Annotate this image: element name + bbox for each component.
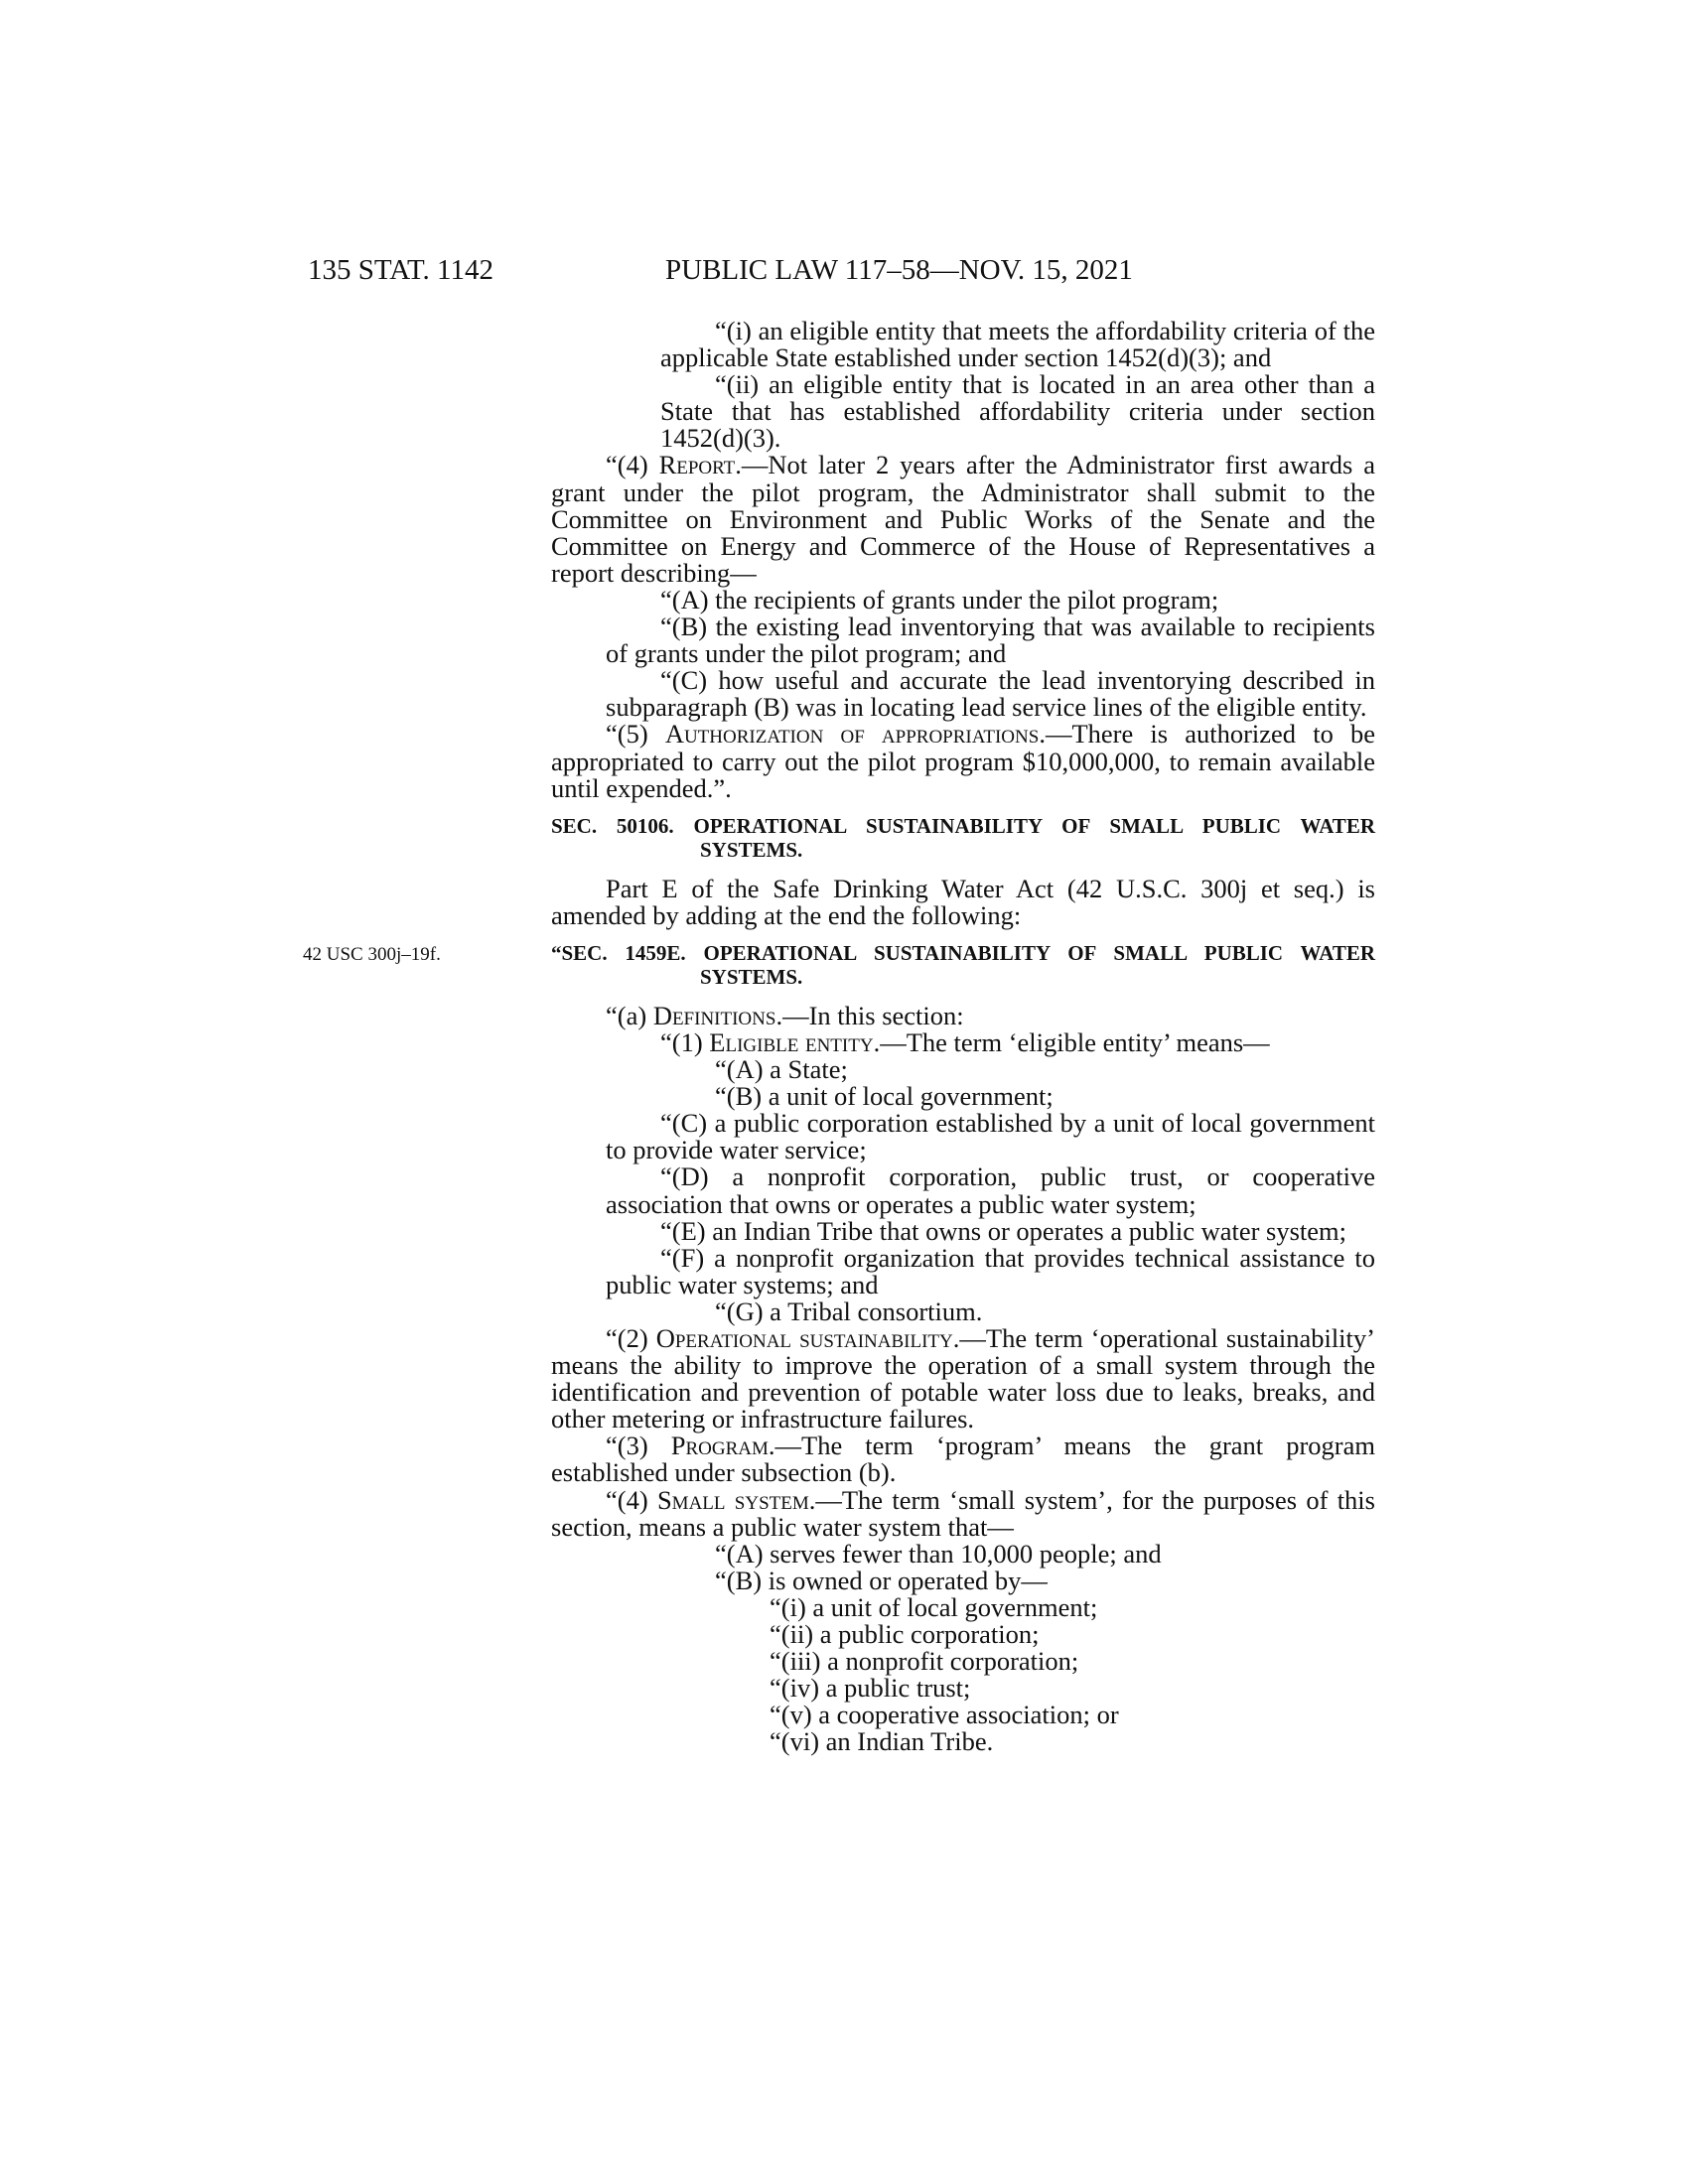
paragraph-text: .—There is authorized to be appropriated to carry out the pilot program $10,000,000, to remain available until expended.”.	[551, 719, 1375, 803]
paragraph-number: “(4)	[606, 450, 659, 480]
paragraph-caption: Report	[658, 450, 736, 480]
clause-i: “(i) an eligible entity that meets the affordability criteria of the applicable State established under section 1452(d)(3); and	[660, 316, 1375, 373]
definition-2-operational-sustainability	[551, 1325, 1375, 1433]
page-header	[308, 250, 1370, 290]
paragraph-number: “(1)	[660, 1026, 710, 1057]
definition-1-B: “(B) a unit of local government;	[715, 1081, 1054, 1112]
definition-1-eligible-entity	[551, 1026, 1375, 1057]
paragraph-caption: Eligible entity	[709, 1026, 874, 1057]
item-text: “(F) a nonprofit organization that provides technical assistance to public water systems; and	[606, 1242, 1375, 1299]
subparagraph-4-C: “(C) how useful and accurate the lead inventorying described in subparagraph (B) was in locating lead service lines of the eligible entity.	[606, 665, 1375, 723]
paragraph-caption: Authorization of appropriations	[664, 719, 1040, 750]
definition-4-B-iii: “(iii) a nonprofit corporation;	[770, 1646, 1079, 1677]
item-text: “(D) a nonprofit corporation, public trust, or cooperative association that owns or operates a public water system;	[606, 1161, 1375, 1219]
subparagraph-4-A: “(A) the recipients of grants under the pilot program;	[660, 584, 1219, 614]
spacer	[551, 802, 1375, 814]
definition-1-G: “(G) a Tribal consortium.	[715, 1296, 983, 1326]
definition-4-B-iv: “(iv) a public trust;	[770, 1673, 971, 1704]
subsection-a-definitions	[551, 1000, 1375, 1030]
paragraph-text: .—The term ‘small system’, for the purposes of this section, means a public water system that—	[551, 1484, 1375, 1542]
paragraph-caption: Program	[670, 1431, 769, 1461]
section-50106-heading: SEC. 50106. OPERATIONAL SUSTAINABILITY OF SMALL PUBLIC WATER SYSTEMS.	[551, 813, 1375, 862]
paragraph-number: “(4)	[606, 1484, 657, 1515]
stat-page-number: 135 STAT. 1142	[308, 254, 493, 286]
definition-4-B-vi: “(vi) an Indian Tribe.	[770, 1726, 994, 1757]
definition-4-B-ii: “(ii) a public corporation;	[770, 1619, 1040, 1650]
section-1459e-heading: “SEC. 1459E. OPERATIONAL SUSTAINABILITY OF SMALL PUBLIC WATER SYSTEMS.	[551, 940, 1375, 989]
definition-4-B-i: “(i) a unit of local government;	[770, 1591, 1098, 1622]
paragraph-5-authorization	[551, 721, 1375, 801]
clause-ii: “(ii) an eligible entity that is located in an area other than a State that has established affordability criteria under section 1452(d)(3).	[660, 369, 1375, 454]
spacer	[551, 929, 1375, 941]
item-text: “(C) a public corporation established by a unit of local government to provide water service;	[606, 1108, 1375, 1165]
part-e-intro: Part E of the Safe Drinking Water Act (42 U.S.C. 300j et seq.) is amended by adding at the end the following:	[551, 873, 1375, 930]
item-text: “(E) an Indian Tribe that owns or operates a public water system;	[660, 1215, 1347, 1246]
definition-1-F	[551, 1242, 1375, 1299]
paragraph-text: .—The term ‘eligible entity’ means—	[873, 1026, 1270, 1057]
definition-1-E	[551, 1215, 1375, 1246]
margin-citation: 42 USC 300j–19f.	[303, 943, 441, 965]
paragraph-caption: Small system	[656, 1484, 809, 1515]
document-body	[303, 316, 1376, 1757]
paragraph-caption: Operational sustainability	[655, 1323, 953, 1353]
paragraph-4-report	[551, 452, 1375, 586]
paragraph-number: “(2)	[606, 1323, 656, 1353]
paragraph-text: .—The term ‘program’ means the grant program established under subsection (b).	[551, 1431, 1376, 1488]
paragraph-text: .—The term ‘operational sustainability’ means the ability to improve the operation of a small system through the identification and prevention of potable water loss due to leaks, breaks, and other metering or infrastructure failures.	[551, 1323, 1375, 1434]
definition-1-D	[551, 1163, 1375, 1217]
paragraph-number: “(3)	[606, 1431, 671, 1461]
definition-4-B: “(B) is owned or operated by—	[715, 1565, 1048, 1595]
running-head: PUBLIC LAW 117–58—NOV. 15, 2021	[665, 254, 1133, 286]
paragraph-text: .—In this section:	[775, 1000, 964, 1030]
definition-3-program	[551, 1433, 1375, 1486]
definition-4-small-system	[551, 1484, 1375, 1542]
definition-4-A: “(A) serves fewer than 10,000 people; and	[715, 1538, 1162, 1569]
subparagraph-4-B: “(B) the existing lead inventorying that was available to recipients of grants under the pilot program; and	[606, 612, 1375, 669]
definition-1-C	[551, 1110, 1375, 1163]
paragraph-text: .—Not later 2 years after the Administrator first awards a grant under the pilot program, the Administrator shall submit to the Committee on Environment and Public Works of the Senate and the Committee on Energy and Commerce of the House of Representatives a report describing—	[551, 450, 1375, 588]
paragraph-number: “(5)	[606, 719, 665, 750]
definition-4-B-v: “(v) a cooperative association; or	[770, 1700, 1119, 1730]
paragraph-number: “(a)	[606, 1000, 653, 1030]
paragraph-caption: Definitions	[652, 1000, 776, 1030]
definition-1-A: “(A) a State;	[715, 1054, 848, 1085]
section-1459e-block	[303, 940, 1375, 989]
